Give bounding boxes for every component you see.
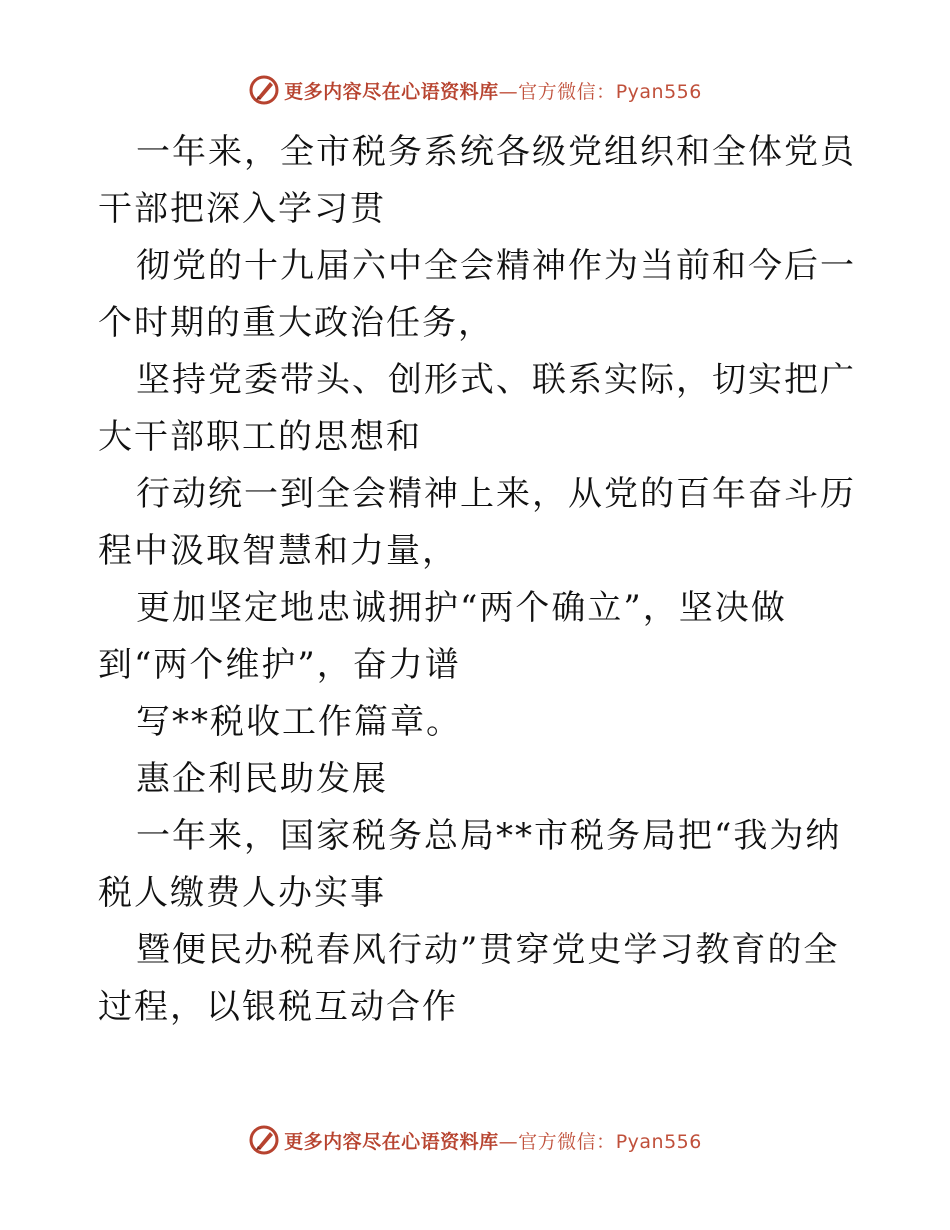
paragraph: 坚持党委带头、创形式、联系实际，切实把广大干部职工的思想和 [98,360,856,457]
document-body [98,124,858,1036]
paragraph: 一年来，全市税务系统各级党组织和全体党员干部把深入学习贯 [98,132,856,229]
watermark-separator: — [498,1130,519,1153]
paragraph-continuation: 到“两个维护”，奋力谱 [98,645,461,685]
watermark-wechat-label: 官方微信： [518,80,616,103]
watermark-wechat-id: Pyan556 [615,80,702,103]
watermark-separator: — [498,80,519,103]
paragraph: 写**税收工作篇章。 [136,702,462,742]
header-watermark-banner [0,70,950,110]
paragraph: 彻党的十九届六中全会精神作为当前和今后一个时期的重大政治任务， [98,246,856,343]
section-heading: 惠企利民助发展 [136,759,388,799]
watermark-main: 更多内容尽在心语资料库 [284,1130,499,1153]
watermark-wechat-id: Pyan556 [615,1130,702,1153]
watermark-main: 更多内容尽在心语资料库 [284,80,499,103]
paragraph: 行动统一到全会精神上来，从党的百年奋斗历程中汲取智慧和力量， [98,474,856,571]
watermark-wechat-label: 官方微信： [518,1130,616,1153]
paragraph: 更加坚定地忠诚拥护“两个确立”，坚决做 [136,588,787,628]
footer-watermark-banner [0,1120,950,1160]
quill-pen-logo-icon [248,1124,280,1156]
watermark-text [284,1127,702,1154]
paragraph: 暨便民办税春风行动”贯穿党史学习教育的全过程，以银税互动合作 [98,930,840,1027]
quill-pen-logo-icon [248,74,280,106]
watermark-text [284,77,702,104]
paragraph: 一年来，国家税务总局**市税务局把“我为纳税人缴费人办实事 [98,816,842,913]
